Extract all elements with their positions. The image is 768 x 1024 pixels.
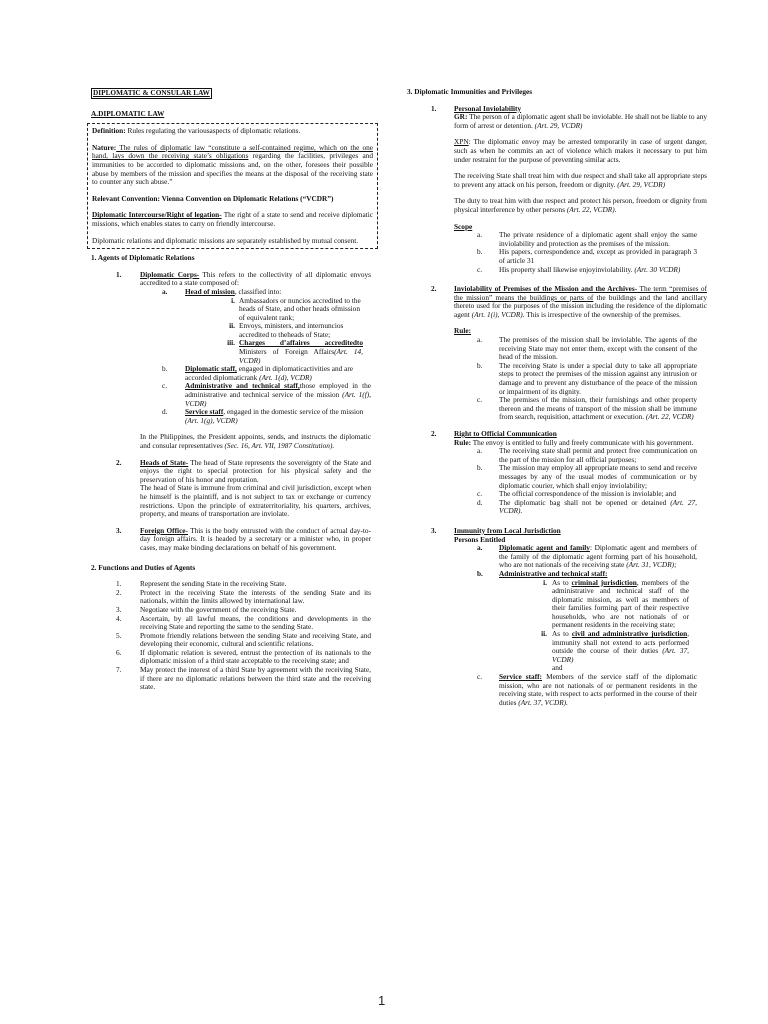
- function-item: 7. May protect the interest of a third State by agreement with the receiving State, if there are no diplomatic relations between the third state and the receiving state.: [116, 665, 371, 692]
- section-1-heading: 1. Agents of Diplomatic Relations: [91, 253, 195, 263]
- comm-item-a: a. The receiving state shall permit and protect free communication on the part of the mission for all official purposes;: [477, 446, 697, 464]
- function-item: 5. Promote friendly relations between the sending State and receiving State, and developing their economic, cultural and scientific relations.: [116, 630, 371, 649]
- rule-item-a: a. The premises of the mission shall be inviolable. The agents of the receiving State may not enter them, except with the consent of the head of the mission.: [477, 335, 697, 362]
- rule-item-c: c. The premises of the mission, their furnishings and other property thereon and the means of transport of the mission shall be immune from search, requisition, attachment or execution. (Art. 22, VCDR): [477, 395, 697, 422]
- immunity-item-a: a. Diplomatic agent and family: Diplomatic agent and members of the family of the diplomatic agent forming part of his household, who are not nationals of the receiving state (Art. 31, VCDR);: [477, 543, 698, 570]
- immunity-item-c: c. Service staff: Members of the service staff of the diplomatic mission, who are not nationals of or permanent residents in the receiving state, with respect to acts performed in the course of their duties (Art. 37, VCDR).: [477, 672, 697, 707]
- agent-item-1a-iii: iii. Charges d’affaires accreditedto Ministers of Foreign Affairs(Art. 14, VCDR): [227, 338, 363, 365]
- comm-item-b: b. The mission may employ all appropriate means to send and receive messages by any of the usual modes of communication or by diplomatic courier, which shall enjoy inviolability;: [477, 463, 697, 490]
- agent-item-1c: c. Administrative and technical staff,those employed in the administrative and technical service of the mission (Art. 1(f), VCDR): [162, 381, 371, 408]
- communication-rule: Rule: The envoy is entitled to fully and freely communicate with his government.: [454, 437, 694, 447]
- scope-item-a: a. The private residence of a diplomatic agent shall enjoy the same inviolability and protection as the premises of the mission.: [477, 230, 697, 248]
- philippines-paragraph: In the Philippines, the President appoints, sends, and instructs the diplomatic and consular representatives (Sec. 16, Art. VII, 1987 Constitution).: [140, 432, 371, 450]
- agent-item-3: 3. Foreign Office- This is the body entrusted with the conduct of actual day-to-day foreign affairs. It is headed by a secretary or a minister who, in proper cases, may make binding declarations on behalf of his government.: [116, 525, 371, 552]
- functions-list: [91, 580, 371, 692]
- right-column: [407, 88, 707, 707]
- mutual-consent-paragraph: Diplomatic relations and diplomatic missions are separately established by mutual consent.: [92, 235, 359, 245]
- privilege-2b: 2. Right to Official Communication: [431, 429, 557, 438]
- function-item: 6. If diplomatic relation is severed, entrust the protection of its nationals to the diplomatic mission of a third state acceptable to the receiving state; and: [116, 647, 371, 666]
- function-item: 2. Protect in the receiving State the interests of the sending State and its nationals, within the limits allowed by international law.: [116, 587, 371, 606]
- scope-heading: Scope: [454, 221, 473, 231]
- comm-item-d: d. The diplomatic bag shall not be opened or detained (Art. 27, VCDR).: [477, 497, 697, 516]
- page-number: 1: [378, 993, 386, 1008]
- rule-heading: Rule:: [454, 326, 472, 336]
- relevant-convention: Relevant Convention: Vienna Convention on Diplomatic Relations (“VCDR”): [92, 193, 334, 203]
- definition-paragraph: Definition: Rules regulating the variousaspects of diplomatic relations.: [92, 126, 301, 136]
- document-title: DIPLOMATIC & CONSULAR LAW: [93, 88, 210, 97]
- left-column: [91, 88, 374, 692]
- immunity-item-b-ii: ii. As to civil and administrative jurisdiction, immunity shall not extend to acts performed outside the course of their duties (Art. 37, VCDR) and: [541, 629, 690, 673]
- privilege-1: 1. Personal Inviolability GR: The person of a diplomatic agent shall be inviolable. He shall not be liable to any form of arrest or detention. (Art. 29, VCDR) XPN: The diplomatic envoy may be arrested temporarily in case of urgent danger, such as when he commits an act of violence which makes it necessary to put him under restraint for the purpose of preventing similar acts. The receiving State shall treat him with due respect and shall take all appropriate steps to prevent any attack on his person, freedom or dignity. (Art. 29, VCDR) The duty to treat him with due respect and protect his person, freedom or dignity from physical interference by other persons (Art. 22, VCDR). Scope: [431, 103, 707, 231]
- immunity-item-b: b. Administrative and technical staff:: [477, 568, 608, 578]
- scope-item-b: b. His papers, correspondence and, except as provided in paragraph 3 of article 31: [477, 247, 697, 265]
- immunity-item-b-i: i. As to criminal jurisdiction, members of the administrative and technical staff of the diplomatic mission, as well as members of their families forming part of their respective households, who are not nationals of or permanent residents in the receiving state;: [543, 577, 689, 630]
- definition-box: [87, 123, 378, 249]
- rule-item-b: b. The receiving State is under a special duty to take all appropriate steps to protect the premises of the mission against any intrusion or damage and to prevent any disturbance of the peace of the mission or impairment of its dignity.: [477, 360, 697, 396]
- agent-item-1d: d. Service staff, engaged in the domestic service of the mission (Art. 1(g), VCDR): [162, 407, 364, 425]
- agent-item-2: 2. Heads of State- The head of State represents the sovereignty of the State and enjoys the right to special protection for his physical safety and the preservation of his honor and reputation. The head of State is immune from criminal and civil jurisdiction, except when he himself is the plaintiff, and is not subject to tax or exchange or currency restrictions. Upon the principle of extraterritoriality, his quarters, archives, property, and means of transportation are inviolate.: [116, 457, 371, 519]
- section-3-heading: 3. Diplomatic Immunities and Privileges: [407, 87, 533, 96]
- agent-item-1a-ii: ii. Envoys, ministers, and internuncios accredited to theheads of State;: [229, 321, 344, 339]
- scope-item-c: c. His property shall likewise enjoyinviolability. (Art. 30 VCDR): [477, 264, 681, 274]
- privilege-3: 3. Immunity from Local Jurisdiction Persons Entitled: [431, 525, 561, 544]
- function-item: 3. Negotiate with the government of the receiving State.: [116, 604, 297, 614]
- agent-item-1: 1. Diplomatic Corps- This refers to the collectivity of all diplomatic envoys accredited to a state composed of:: [116, 269, 371, 288]
- comm-item-c: c. The official correspondence of the mission is inviolable; and: [477, 489, 676, 499]
- function-item: 4. Ascertain, by all lawful means, the conditions and developments in the receiving State and reporting the same to the sending State.: [116, 613, 371, 632]
- section-2-heading: 2. Functions and Duties of Agents: [91, 562, 196, 572]
- agent-item-1a-i: i. Ambassadors or nuncios accredited to the heads of State, and other heads ofmission of equivalent rank;: [231, 295, 361, 322]
- intercourse-paragraph: Diplomatic Intercourse/Right of legation- The right of a state to send and receive diplomatic missions, which enables states to carry on friendly intercourse.: [92, 210, 374, 228]
- privilege-2: 2. Inviolability of Premises of the Mission and the Archives- The term “premises of the mission” means the buildings or parts of the buildings and the land ancillary thereto used for the purposes of the mission including the residence of the diplomatic agent (Art. 1(i), VCDR). This is irrespective of the ownership of the premises. Rule:: [431, 284, 707, 336]
- function-item: 1. Represent the sending State in the receiving State.: [116, 579, 287, 589]
- nature-paragraph: Nature: The rules of diplomatic law “constitute a self-contained regime, which on the one hand, lays down the receiving state’s obligations regarding the facilities, privileges and immunities to be accorded to diplomatic missions and, on the other, foresees their possible abuse by members of the mission and specifies the means at the disposal of the receiving state to counter any such abuse.”: [92, 142, 373, 187]
- agent-item-1b: b. Diplomatic staff, engaged in diplomaticactivities and are accorded diplomaticrank (Art. 1(d), VCDR): [162, 364, 353, 382]
- agent-item-1a: a. Head of mission, classified into:: [162, 286, 282, 296]
- part-a-heading: A.DIPLOMATIC LAW: [91, 108, 165, 118]
